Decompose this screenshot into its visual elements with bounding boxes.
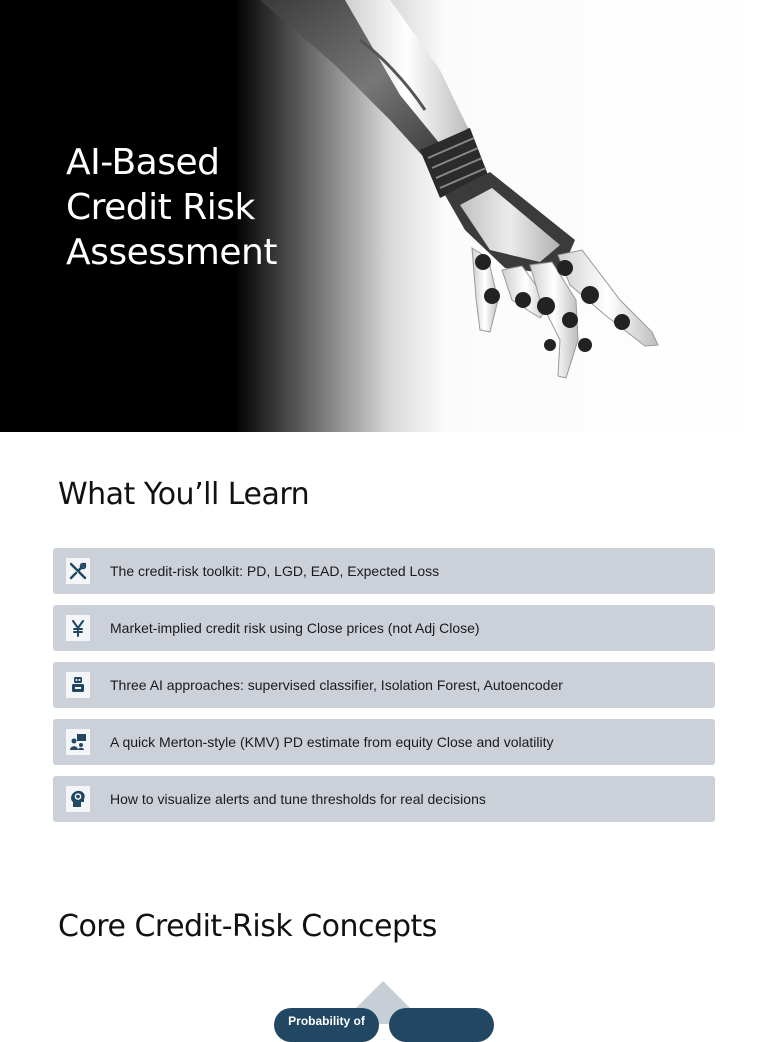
learn-item-text: Market-implied credit risk using Close prices (not Adj Close) bbox=[110, 620, 480, 636]
core-concepts-diagram bbox=[260, 978, 510, 1028]
learn-item-text: A quick Merton-style (KMV) PD estimate from equity Close and volatility bbox=[110, 734, 554, 750]
learn-item bbox=[53, 776, 715, 822]
learn-item bbox=[53, 605, 715, 651]
diagram-pill-secondary bbox=[389, 1008, 494, 1042]
diagram-pill-probability: Probability of bbox=[274, 1008, 379, 1042]
yen-icon bbox=[66, 615, 90, 641]
hero-title bbox=[66, 140, 277, 275]
presentation-icon bbox=[66, 729, 90, 755]
core-heading: Core Credit-Risk Concepts bbox=[58, 909, 437, 944]
learn-list bbox=[53, 548, 715, 833]
hero-banner bbox=[0, 0, 768, 432]
hero-title-line: Credit Risk bbox=[66, 187, 255, 228]
hero-title-line: AI-Based bbox=[66, 142, 220, 183]
learn-item-text: How to visualize alerts and tune thresholds for real decisions bbox=[110, 791, 486, 807]
learn-item bbox=[53, 719, 715, 765]
learn-item-text: Three AI approaches: supervised classifier, Isolation Forest, Autoencoder bbox=[110, 677, 563, 693]
learn-item bbox=[53, 662, 715, 708]
hero-title-line: Assessment bbox=[66, 232, 277, 273]
brain-head-icon bbox=[66, 786, 90, 812]
learn-item bbox=[53, 548, 715, 594]
learn-item-text: The credit-risk toolkit: PD, LGD, EAD, Expected Loss bbox=[110, 563, 440, 579]
robot-arm-image bbox=[240, 0, 710, 400]
tools-icon bbox=[66, 558, 90, 584]
robot-icon bbox=[66, 672, 90, 698]
learn-heading: What You’ll Learn bbox=[58, 477, 310, 512]
